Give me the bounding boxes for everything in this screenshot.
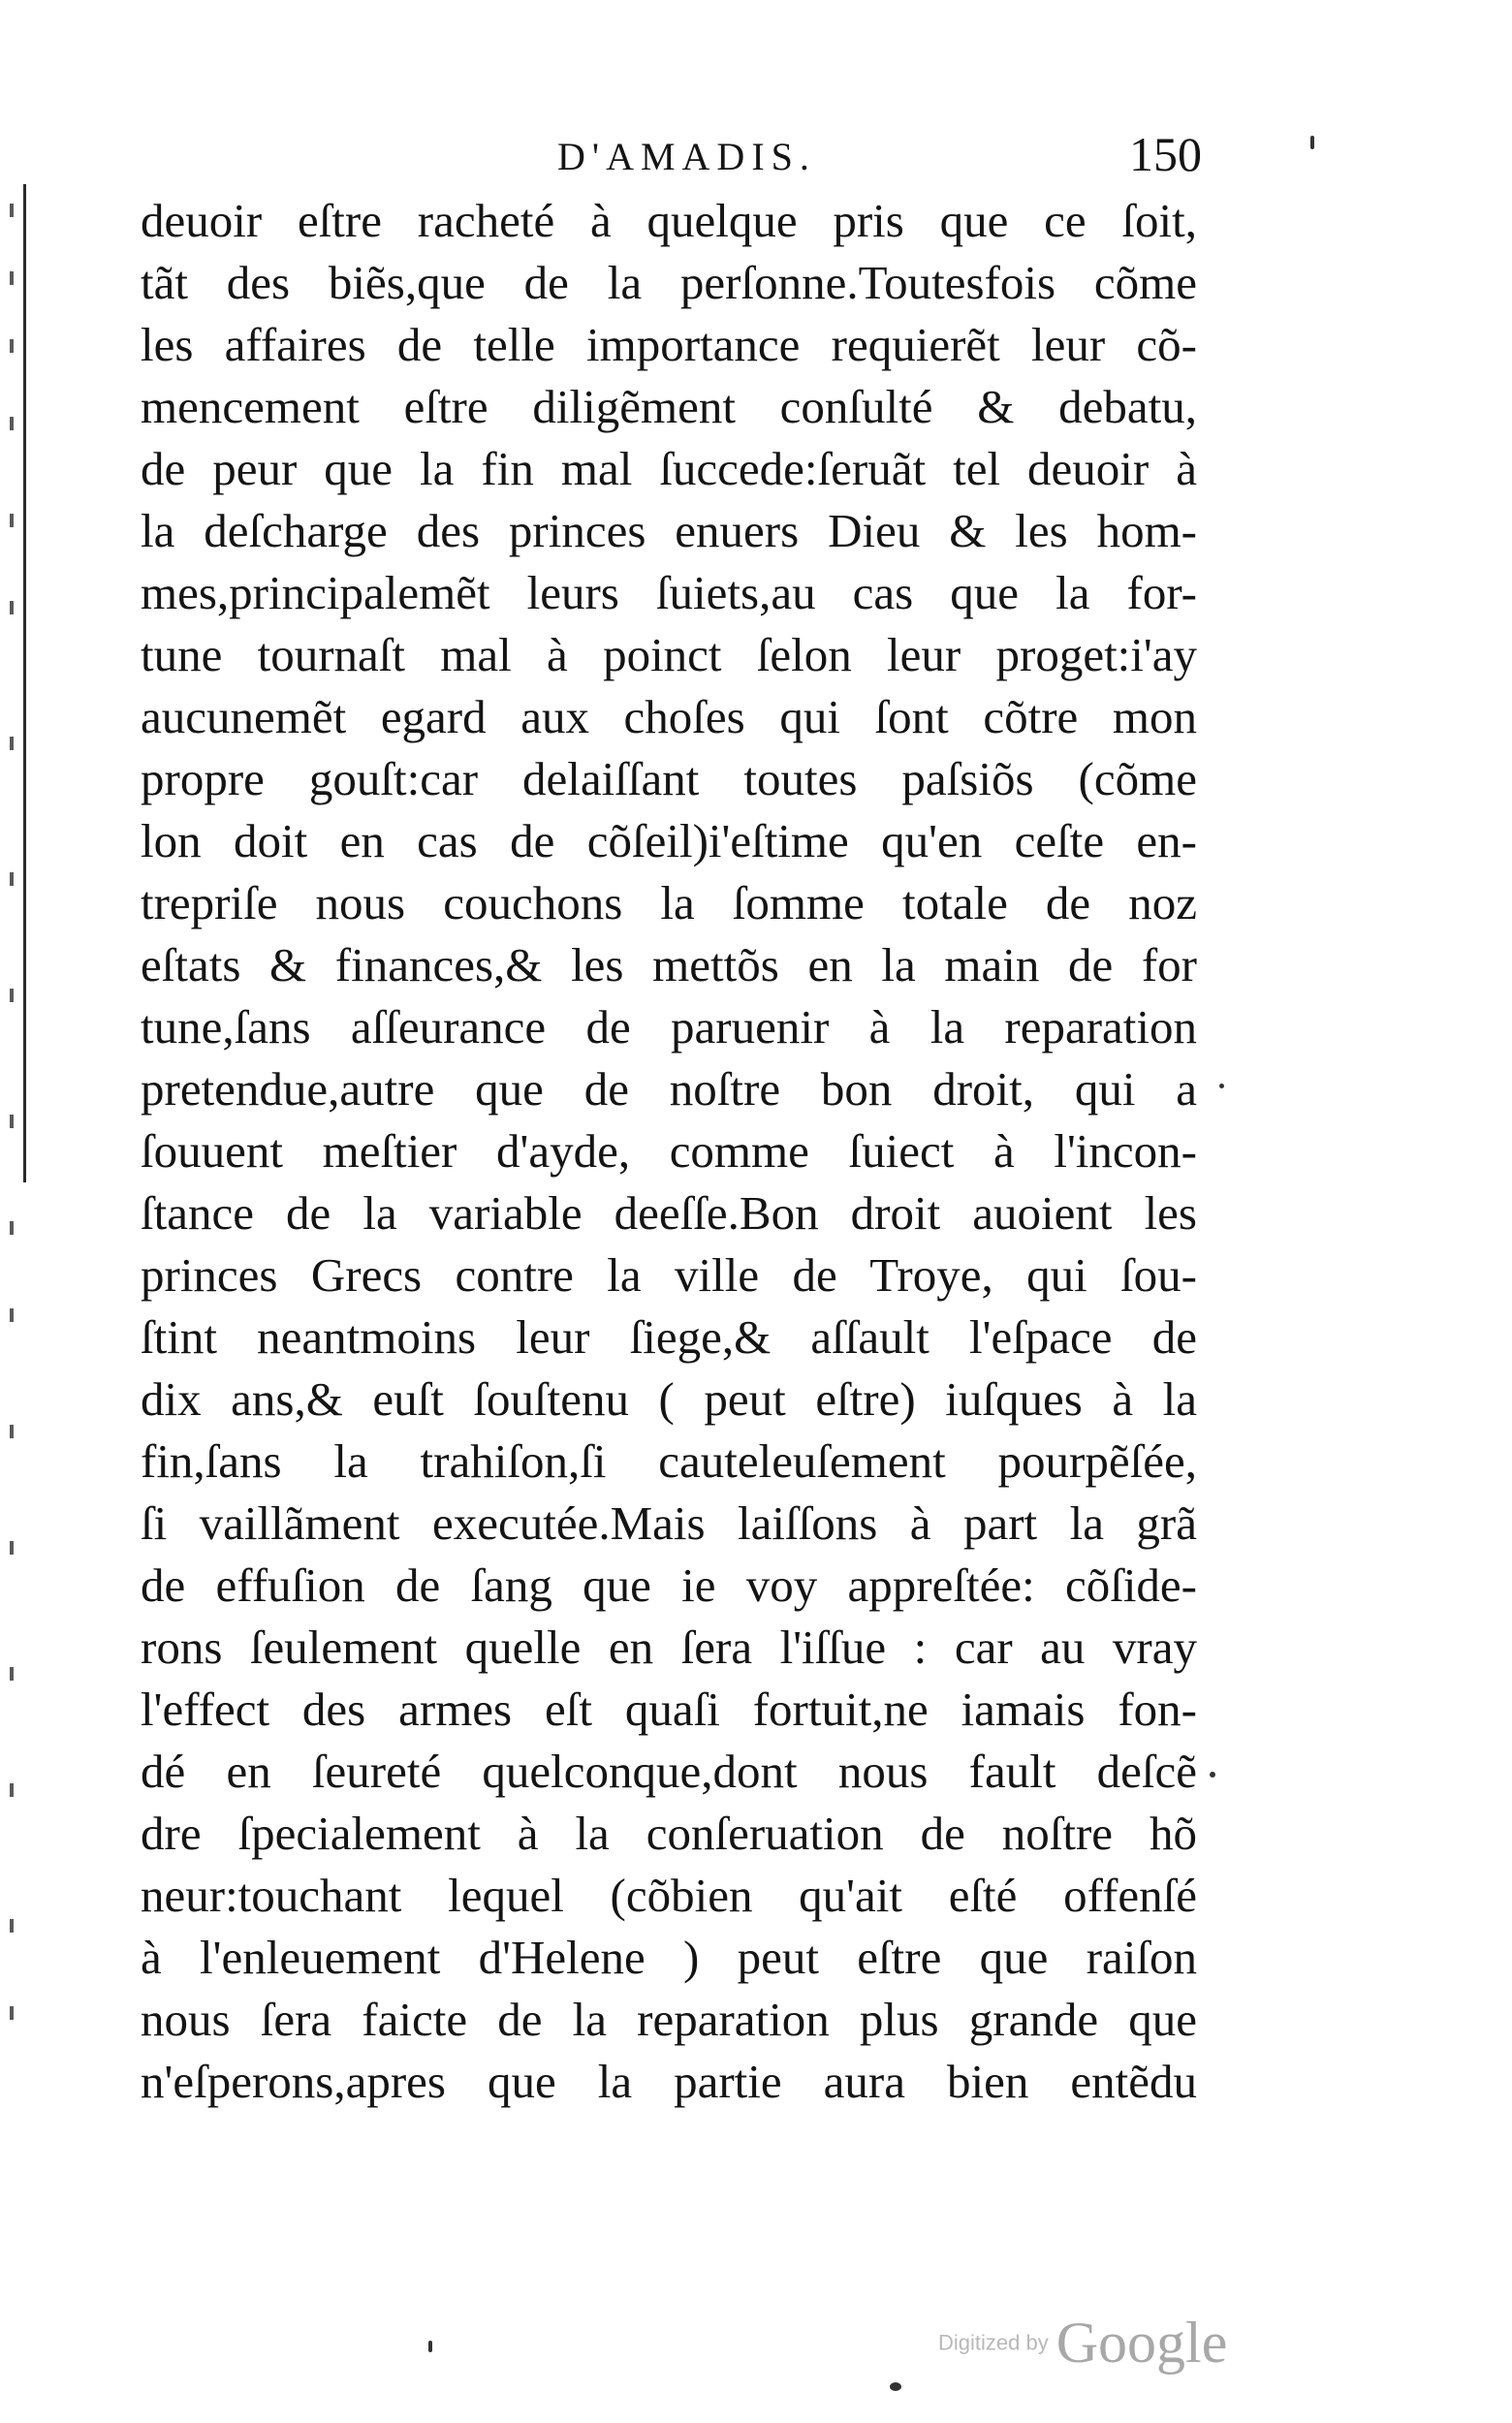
google-logo: Google xyxy=(1055,2311,1228,2376)
text-line: pretendue,autre que de noſtre bon droit, qui a xyxy=(141,1062,1197,1116)
page-number: 150 xyxy=(1129,127,1202,181)
ink-speck xyxy=(1219,1084,1224,1088)
text-line: ſtint neantmoins leur ſiege,& aſſault l'eſpace de xyxy=(141,1310,1197,1364)
text-line: nous ſera faicte de la reparation plus grande que xyxy=(141,1993,1197,2046)
text-line: trepriſe nous couchons la ſomme totale de noz xyxy=(141,876,1197,929)
ink-speck xyxy=(1310,136,1314,149)
text-line: dre ſpecialement à la conſeruation de noſtre hõ xyxy=(141,1807,1197,1860)
text-line: dé en ſeureté quelconque,dont nous fault deſcẽ xyxy=(141,1745,1197,1798)
ink-speck xyxy=(1210,1772,1215,1778)
text-line: les affaires de telle importance requierẽt leur cõ- xyxy=(141,318,1197,371)
text-line: tune tournaſt mal à poinct ſelon leur proget:i'ay xyxy=(141,628,1197,681)
binding-edge xyxy=(23,184,26,1182)
text-line: neur:touchant lequel (cõbien qu'ait eſté offenſé xyxy=(141,1869,1197,1922)
text-line: propre gouſt:car delaiſſant toutes paſsiõs (cõme xyxy=(141,752,1197,805)
text-line: la deſcharge des princes enuers Dieu & les hom- xyxy=(141,504,1197,557)
text-line: rons ſeulement quelle en ſera l'iſſue : car au vray xyxy=(141,1621,1197,1674)
text-line: deuoir eſtre racheté à quelque pris que ce ſoit, xyxy=(141,194,1197,247)
digitization-watermark xyxy=(938,2309,1227,2376)
text-line: tune,ſans aſſeurance de paruenir à la reparation xyxy=(141,1000,1197,1054)
text-line: ſouuent meſtier d'ayde, comme ſuiect à l'incon- xyxy=(141,1124,1197,1178)
text-line: fin,ſans la trahiſon,ſi cauteleuſement pourpẽſée, xyxy=(141,1434,1197,1488)
page-header xyxy=(145,126,1202,184)
ink-speck xyxy=(428,2341,432,2352)
body-text xyxy=(141,190,1197,2113)
text-line: eſtats & finances,& les mettõs en la main de for xyxy=(141,938,1197,991)
text-line: n'eſperons,apres que la partie aura bien entẽdu xyxy=(141,2055,1197,2108)
ink-speck xyxy=(890,2382,901,2391)
text-line: ſi vaillãment executée.Mais laiſſons à part la grã xyxy=(141,1496,1197,1550)
text-line: mencement eſtre diligẽment conſulté & debatu, xyxy=(141,380,1197,433)
watermark-prefix: Digitized by xyxy=(938,2330,1049,2355)
text-line: de effuſion de ſang que ie voy appreſtée: cõſide- xyxy=(141,1558,1197,1612)
text-line: princes Grecs contre la ville de Troye, qui ſou- xyxy=(141,1248,1197,1302)
running-head: D'AMADIS. xyxy=(557,135,816,178)
text-line: dix ans,& euſt ſouſtenu ( peut eſtre) iuſques à la xyxy=(141,1372,1197,1426)
text-line: ſtance de la variable deeſſe.Bon droit auoient les xyxy=(141,1186,1197,1240)
text-line: à l'enleuement d'Helene ) peut eſtre que raiſon xyxy=(141,1931,1197,1984)
text-line: l'effect des armes eſt quaſi fortuit,ne iamais fon- xyxy=(141,1683,1197,1736)
text-line: tãt des biẽs,que de la perſonne.Toutesfois cõme xyxy=(141,256,1197,309)
text-line: mes,principalemẽt leurs ſuiets,au cas que la for- xyxy=(141,566,1197,619)
text-line: aucunemẽt egard aux choſes qui ſont cõtre mon xyxy=(141,690,1197,743)
text-line: lon doit en cas de cõſeil)i'eſtime qu'en ceſte en- xyxy=(141,814,1197,867)
gutter-bleed-marks xyxy=(4,194,23,2035)
text-line: de peur que la fin mal ſuccede:ſeruãt tel deuoir à xyxy=(141,442,1197,495)
